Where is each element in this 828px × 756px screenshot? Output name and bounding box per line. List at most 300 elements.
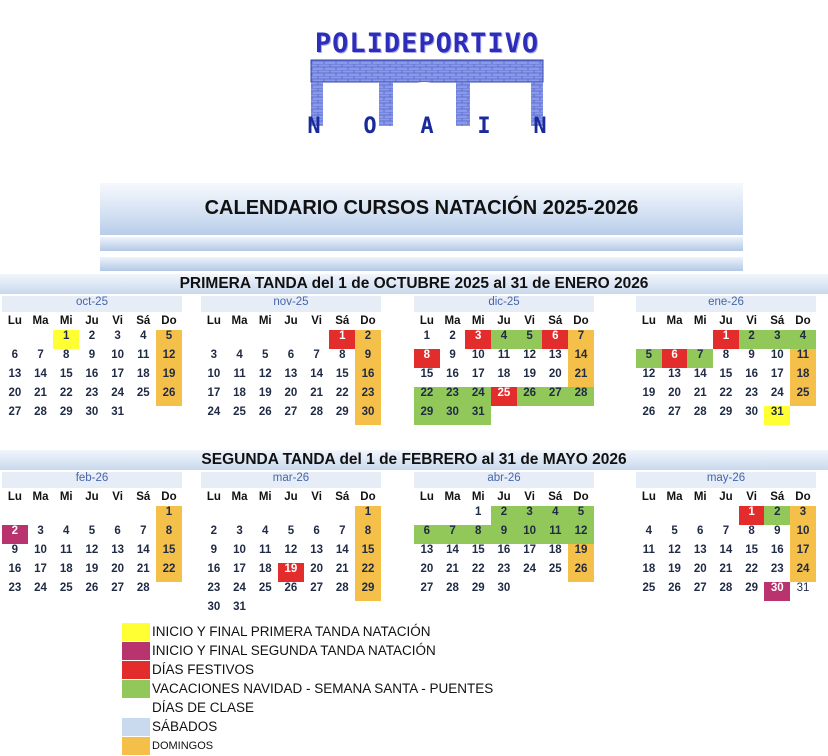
day-cell: 25	[136, 387, 150, 399]
day-cell: 24	[233, 582, 246, 594]
month-calendar	[201, 472, 381, 620]
week-row	[2, 406, 182, 425]
day-cell: 6	[542, 330, 568, 349]
day-cell: 15	[745, 544, 758, 556]
empty-day-cell	[53, 506, 79, 525]
week-row	[201, 368, 381, 387]
week-row	[201, 525, 381, 544]
tanda-header: SEGUNDA TANDA del 1 de FEBRERO al 31 de MAYO 2026	[0, 450, 828, 470]
day-cell: 13	[420, 544, 434, 556]
day-cell: 22	[719, 387, 733, 399]
day-cell: 11	[233, 368, 246, 380]
day-cell: 17	[34, 563, 47, 575]
day-cell: 14	[34, 368, 47, 380]
day-cell: 22	[335, 387, 349, 399]
day-cell: 26	[85, 582, 99, 594]
empty-day-cell	[687, 506, 713, 525]
weekday-header-row	[2, 488, 182, 506]
weekday-header: Ju	[497, 491, 511, 503]
day-cell: 31	[764, 406, 790, 425]
day-cell: 30	[440, 406, 466, 425]
day-cell: 11	[642, 544, 655, 556]
day-cell: 20	[668, 387, 681, 399]
week-row	[2, 544, 182, 563]
day-cell: 28	[136, 582, 150, 594]
day-cell: 9	[88, 349, 96, 361]
legend-item	[122, 736, 542, 755]
day-cell: 18	[548, 544, 562, 556]
day-cell: 30	[764, 582, 790, 601]
legend-label: DÍAS FESTIVOS	[152, 662, 255, 677]
day-cell: 5	[636, 349, 662, 368]
empty-day-cell	[662, 330, 688, 349]
weekday-header: Sá	[548, 491, 563, 503]
day-cell: 6	[697, 525, 704, 537]
week-row	[414, 544, 594, 563]
day-cell: 22	[156, 563, 182, 582]
day-cell: 28	[693, 406, 707, 418]
day-cell: 11	[497, 349, 510, 361]
weekday-header: Do	[573, 491, 589, 503]
day-cell: 16	[497, 544, 511, 556]
day-cell: 7	[339, 525, 346, 537]
day-cell: 6	[114, 525, 121, 537]
day-cell: 5	[568, 506, 594, 525]
weekday-header-row	[2, 312, 182, 330]
day-cell: 20	[420, 563, 434, 575]
day-cell: 3	[114, 330, 121, 342]
day-cell: 12	[284, 544, 298, 556]
legend-label: VACACIONES NAVIDAD - SEMANA SANTA - PUENTES	[152, 681, 494, 696]
empty-day-cell	[662, 506, 688, 525]
day-cell: 5	[671, 525, 678, 537]
day-cell: 24	[207, 406, 221, 418]
logo-letter: I	[477, 114, 491, 139]
empty-day-cell	[304, 601, 330, 620]
day-cell: 27	[284, 406, 298, 418]
day-cell: 26	[258, 406, 272, 418]
weekday-header: Sá	[770, 315, 785, 327]
day-cell: 30	[85, 406, 99, 418]
day-cell: 5	[262, 349, 269, 361]
weekday-header: Sá	[335, 491, 350, 503]
empty-day-cell	[278, 601, 304, 620]
week-row	[2, 387, 182, 406]
weekday-header: Ju	[284, 315, 298, 327]
day-cell: 17	[207, 387, 221, 399]
legend-label: DOMINGOS	[152, 739, 214, 752]
day-cell: 3	[790, 506, 816, 525]
title-banner	[100, 183, 743, 235]
day-cell: 21	[34, 387, 47, 399]
banner-strip	[100, 237, 743, 251]
day-cell: 6	[662, 349, 688, 368]
day-cell: 25	[790, 387, 816, 406]
empty-day-cell	[2, 506, 28, 525]
day-cell: 12	[642, 368, 656, 380]
month-calendar	[636, 296, 816, 425]
day-cell: 3	[210, 349, 218, 361]
empty-day-cell	[713, 506, 739, 525]
week-row	[2, 563, 182, 582]
weekday-header-row	[201, 312, 381, 330]
week-row	[201, 563, 381, 582]
legend-label: INICIO Y FINAL PRIMERA TANDA NATACIÓN	[152, 624, 431, 639]
day-cell: 7	[440, 525, 466, 544]
day-cell: 20	[548, 368, 562, 380]
day-cell: 10	[517, 525, 543, 544]
empty-day-cell	[329, 506, 355, 525]
day-cell: 4	[140, 330, 147, 342]
day-cell: 20	[284, 387, 298, 399]
week-row	[2, 506, 182, 525]
day-cell: 25	[642, 582, 656, 594]
day-cell: 31	[111, 406, 124, 418]
empty-day-cell	[227, 330, 253, 349]
day-cell: 2	[739, 330, 765, 349]
day-cell: 19	[642, 387, 656, 399]
week-row	[201, 330, 381, 349]
day-cell: 7	[313, 349, 320, 361]
day-cell: 1	[53, 330, 79, 349]
week-row	[414, 563, 594, 582]
month-calendar	[2, 296, 182, 425]
day-cell: 25	[59, 582, 73, 594]
day-cell: 26	[568, 563, 594, 582]
weekday-header: Ju	[497, 315, 511, 327]
day-cell: 7	[687, 349, 713, 368]
month-calendar	[636, 472, 816, 601]
weekday-header: Do	[795, 315, 811, 327]
day-cell: 18	[790, 368, 816, 387]
day-cell: 9	[210, 544, 218, 556]
day-cell: 15	[156, 544, 182, 563]
day-cell: 4	[236, 349, 243, 361]
day-cell: 16	[8, 563, 22, 575]
day-cell: 19	[278, 563, 304, 582]
empty-day-cell	[156, 406, 182, 425]
day-cell: 15	[420, 368, 434, 380]
day-cell: 4	[645, 525, 653, 537]
empty-day-cell	[28, 330, 54, 349]
legend-swatch	[122, 661, 150, 679]
day-cell: 1	[739, 506, 765, 525]
day-cell: 12	[85, 544, 99, 556]
day-cell: 17	[770, 368, 784, 380]
day-cell: 6	[313, 525, 320, 537]
week-row	[2, 582, 182, 601]
day-cell: 10	[207, 368, 221, 380]
day-cell: 8	[465, 525, 491, 544]
legend-swatch	[122, 642, 150, 660]
day-cell: 20	[693, 563, 707, 575]
day-cell: 19	[523, 368, 536, 380]
weekday-header: Vi	[112, 491, 123, 503]
day-cell: 22	[471, 563, 485, 575]
month-name: feb-26	[2, 472, 182, 488]
week-row	[636, 506, 816, 525]
week-row	[2, 349, 182, 368]
day-cell: 6	[11, 349, 19, 361]
day-cell: 16	[446, 368, 459, 380]
empty-day-cell	[636, 506, 662, 525]
day-cell: 23	[85, 387, 99, 399]
weekday-header: Vi	[112, 315, 123, 327]
day-cell: 3	[236, 525, 243, 537]
day-cell: 1	[355, 506, 381, 525]
day-cell: 18	[258, 563, 272, 575]
week-row	[636, 387, 816, 406]
day-cell: 1	[475, 506, 482, 518]
weekday-header: Lu	[206, 315, 221, 327]
legend-item	[122, 622, 542, 641]
week-row	[201, 387, 381, 406]
month-name: dic-25	[414, 296, 594, 312]
day-cell: 13	[111, 544, 124, 556]
month-calendar	[201, 296, 381, 425]
day-cell: 12	[258, 368, 272, 380]
day-cell: 14	[446, 544, 459, 556]
day-cell: 11	[259, 544, 272, 556]
week-row	[414, 525, 594, 544]
day-cell: 30	[497, 582, 511, 594]
day-cell: 11	[542, 525, 568, 544]
week-row	[414, 368, 594, 387]
legend-swatch	[122, 680, 150, 698]
day-cell: 19	[85, 563, 99, 575]
day-cell: 13	[8, 368, 22, 380]
logo-title: POLIDEPORTIVO	[314, 28, 540, 59]
week-row	[201, 506, 381, 525]
logo-letter: N	[533, 114, 547, 139]
weekday-header: Lu	[641, 315, 656, 327]
empty-day-cell	[440, 506, 466, 525]
day-cell: 28	[446, 582, 459, 594]
month-name: mar-26	[201, 472, 381, 488]
week-row	[201, 349, 381, 368]
day-cell: 24	[523, 563, 536, 575]
day-cell: 25	[233, 406, 246, 418]
day-cell: 23	[207, 582, 221, 594]
day-cell: 4	[63, 525, 70, 537]
empty-day-cell	[568, 582, 594, 601]
week-row	[414, 506, 594, 525]
legend-item	[122, 698, 542, 717]
day-cell: 14	[310, 368, 323, 380]
day-cell: 18	[136, 368, 150, 380]
empty-day-cell	[517, 582, 543, 601]
weekday-header: Mi	[693, 315, 707, 327]
weekday-header: Vi	[311, 315, 322, 327]
day-cell: 2	[88, 330, 96, 342]
day-cell: 14	[693, 368, 707, 380]
day-cell: 19	[668, 563, 681, 575]
day-cell: 10	[34, 544, 47, 556]
day-cell: 11	[137, 349, 150, 361]
empty-day-cell	[542, 582, 568, 601]
day-cell: 10	[770, 349, 784, 361]
day-cell: 18	[642, 563, 656, 575]
weekday-header: Ju	[719, 315, 733, 327]
day-cell: 10	[233, 544, 246, 556]
weekday-header: Sá	[136, 315, 151, 327]
day-cell: 27	[542, 387, 568, 406]
day-cell: 7	[37, 349, 44, 361]
weekday-header: Mi	[693, 491, 707, 503]
empty-day-cell	[156, 582, 182, 601]
weekday-header: Do	[573, 315, 589, 327]
day-cell: 13	[693, 544, 707, 556]
empty-day-cell	[491, 406, 517, 425]
weekday-header: Ju	[85, 491, 99, 503]
day-cell: 8	[156, 525, 182, 544]
day-cell: 15	[719, 368, 733, 380]
day-cell: 30	[207, 601, 221, 613]
week-row	[636, 368, 816, 387]
legend-swatch	[122, 718, 150, 736]
empty-day-cell	[28, 506, 54, 525]
weekday-header: Vi	[746, 315, 757, 327]
week-row	[201, 582, 381, 601]
day-cell: 17	[233, 563, 246, 575]
day-cell: 29	[471, 582, 485, 594]
week-row	[636, 406, 816, 425]
day-cell: 21	[719, 563, 733, 575]
day-cell: 12	[568, 525, 594, 544]
day-cell: 4	[542, 506, 568, 525]
weekday-header: Lu	[7, 491, 22, 503]
empty-day-cell	[329, 601, 355, 620]
legend-item	[122, 660, 542, 679]
day-cell: 23	[770, 563, 784, 575]
empty-day-cell	[304, 506, 330, 525]
day-cell: 2	[2, 525, 28, 544]
empty-day-cell	[2, 330, 28, 349]
day-cell: 24	[111, 387, 124, 399]
tanda-header: PRIMERA TANDA del 1 de OCTUBRE 2025 al 31 de ENERO 2026	[0, 274, 828, 294]
empty-day-cell	[130, 506, 156, 525]
weekday-header: Lu	[641, 491, 656, 503]
empty-day-cell	[130, 406, 156, 425]
legend-swatch	[122, 737, 150, 755]
day-cell: 26	[517, 387, 543, 406]
empty-day-cell	[355, 601, 381, 620]
empty-day-cell	[517, 406, 543, 425]
weekday-header: Sá	[548, 315, 563, 327]
week-row	[201, 544, 381, 563]
week-row	[414, 582, 594, 601]
day-cell: 7	[568, 330, 594, 349]
day-cell: 3	[764, 330, 790, 349]
day-cell: 17	[111, 368, 124, 380]
empty-day-cell	[636, 330, 662, 349]
empty-day-cell	[414, 506, 440, 525]
day-cell: 23	[745, 387, 758, 399]
weekday-header: Ma	[32, 315, 49, 327]
day-cell: 14	[568, 349, 594, 368]
weekday-header: Lu	[7, 315, 22, 327]
day-cell: 22	[355, 563, 381, 582]
day-cell: 21	[693, 387, 707, 399]
month-name: nov-25	[201, 296, 381, 312]
empty-day-cell	[542, 406, 568, 425]
weekday-header-row	[201, 488, 381, 506]
day-cell: 22	[414, 387, 440, 406]
day-cell: 13	[310, 544, 323, 556]
day-cell: 9	[355, 349, 381, 368]
legend-label: SÁBADOS	[152, 719, 218, 734]
day-cell: 9	[774, 525, 781, 537]
legend-item	[122, 641, 542, 660]
day-cell: 11	[60, 544, 73, 556]
week-row	[636, 544, 816, 563]
weekday-header-row	[414, 312, 594, 330]
day-cell: 16	[770, 544, 784, 556]
day-cell: 26	[642, 406, 656, 418]
weekday-header: Mi	[258, 315, 272, 327]
month-name: ene-26	[636, 296, 816, 312]
day-cell: 23	[440, 387, 466, 406]
day-cell: 24	[34, 582, 47, 594]
empty-day-cell	[568, 406, 594, 425]
week-row	[636, 525, 816, 544]
day-cell: 8	[748, 525, 755, 537]
day-cell: 20	[310, 563, 323, 575]
day-cell: 28	[568, 387, 594, 406]
empty-day-cell	[252, 506, 278, 525]
day-cell: 16	[85, 368, 99, 380]
day-cell: 30	[355, 406, 381, 425]
day-cell: 12	[668, 544, 681, 556]
day-cell: 31	[790, 582, 816, 601]
day-cell: 15	[471, 544, 485, 556]
day-cell: 11	[790, 349, 816, 368]
day-cell: 21	[136, 563, 150, 575]
legend	[122, 622, 542, 755]
week-row	[2, 368, 182, 387]
day-cell: 9	[11, 544, 19, 556]
day-cell: 28	[310, 406, 323, 418]
day-cell: 27	[111, 582, 124, 594]
day-cell: 3	[465, 330, 491, 349]
logo-letter: A	[420, 114, 434, 139]
day-cell: 5	[156, 330, 182, 349]
day-cell: 2	[491, 506, 517, 525]
weekday-header: Ma	[32, 491, 49, 503]
day-cell: 3	[517, 506, 543, 525]
weekday-header: Mi	[471, 315, 485, 327]
day-cell: 26	[668, 582, 681, 594]
day-cell: 30	[745, 406, 758, 418]
day-cell: 16	[745, 368, 758, 380]
day-cell: 24	[465, 387, 491, 406]
weekday-header: Sá	[770, 491, 785, 503]
day-cell: 23	[8, 582, 22, 594]
week-row	[636, 330, 816, 349]
empty-day-cell	[105, 506, 131, 525]
day-cell: 15	[355, 544, 381, 563]
weekday-header: Mi	[59, 491, 73, 503]
empty-day-cell	[278, 506, 304, 525]
day-cell: 18	[59, 563, 73, 575]
page-title: CALENDARIO CURSOS NATACIÓN 2025-2026	[204, 197, 639, 219]
week-row	[414, 387, 594, 406]
day-cell: 27	[8, 406, 22, 418]
day-cell: 1	[713, 330, 739, 349]
weekday-header: Ju	[719, 491, 733, 503]
day-cell: 5	[517, 330, 543, 349]
day-cell: 4	[262, 525, 269, 537]
